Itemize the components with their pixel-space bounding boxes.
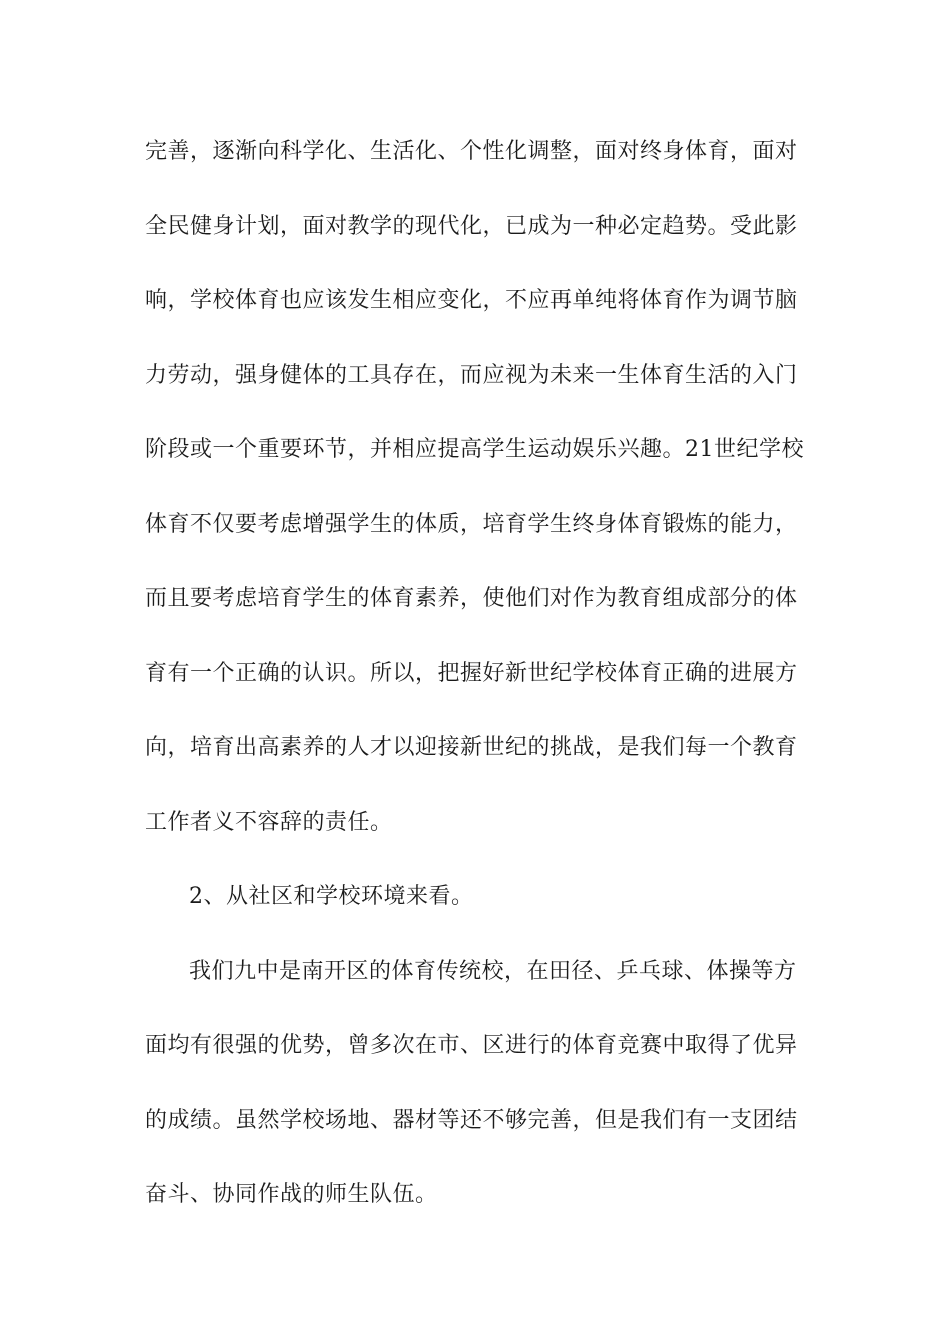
- paragraph-line: 的成绩。虽然学校场地、器材等还不够完善，但是我们有一支团结: [145, 1108, 798, 1133]
- paragraph-line: 奋斗、协同作战的师生队伍。: [145, 1182, 438, 1207]
- paragraph-line: 阶段或一个重要环节，并相应提高学生运动娱乐兴趣。21世纪学校: [145, 437, 804, 462]
- paragraph-line: 完善，逐渐向科学化、生活化、个性化调整，面对终身体育，面对: [145, 139, 798, 164]
- paragraph-line: 育有一个正确的认识。所以，把握好新世纪学校体育正确的进展方: [145, 661, 798, 686]
- paragraph-line: 向，培育出高素养的人才以迎接新世纪的挑战，是我们每一个教育: [145, 735, 798, 760]
- paragraph-line: 我们九中是南开区的体育传统校，在田径、乒乓球、体操等方: [189, 959, 797, 984]
- paragraph-line: 力劳动，强身健体的工具存在，而应视为未来一生体育生活的入门: [145, 363, 798, 388]
- paragraph-line: 响，学校体育也应该发生相应变化，不应再单纯将体育作为调节脑: [145, 288, 798, 313]
- paragraph-line: 体育不仅要考虑增强学生的体质，培育学生终身体育锻炼的能力，: [145, 512, 798, 537]
- paragraph-line: 工作者义不容辞的责任。: [145, 810, 393, 835]
- paragraph-line: 而且要考虑培育学生的体育素养，使他们对作为教育组成部分的体: [145, 586, 798, 611]
- paragraph-line: 全民健身计划，面对教学的现代化，已成为一种必定趋势。受此影: [145, 214, 798, 239]
- section-heading: 2、从社区和学校环境来看。: [189, 884, 474, 909]
- paragraph-line: 面均有很强的优势，曾多次在市、区进行的体育竞赛中取得了优异: [145, 1033, 798, 1058]
